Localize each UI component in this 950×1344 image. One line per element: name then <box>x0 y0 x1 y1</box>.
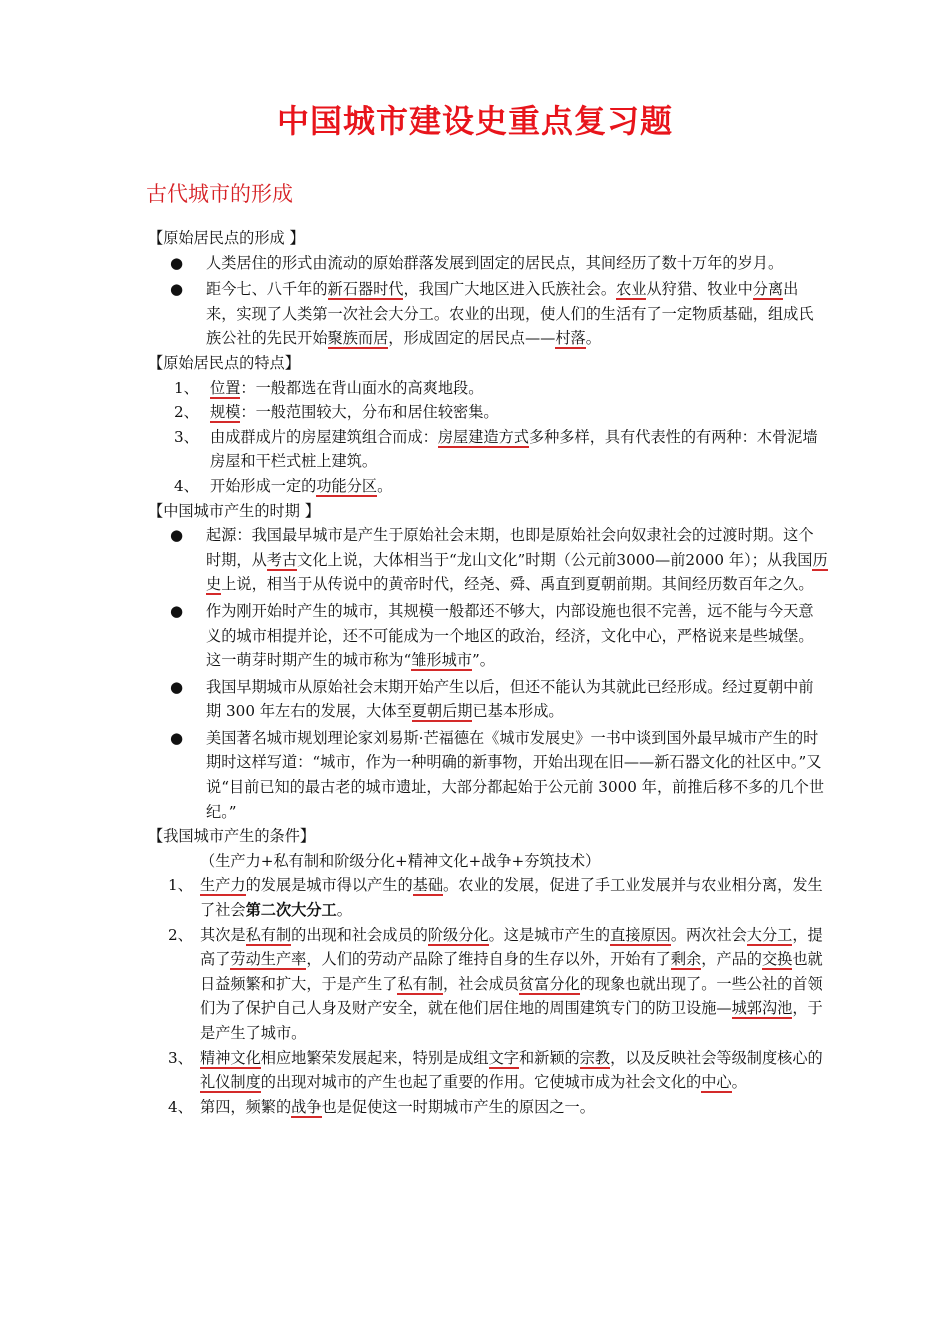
list-item: 2、 其次是私有制的出现和社会成员的阶级分化。这是城市产生的直接原因。两次社会大分工，提高了劳动生产率，人们的劳动产品除了维持自身的生存以外，开始有了剩余，产品的交换也就日益频繁和扩大，于是产生了私有制，社会成员贫富分化的现象也就出现了。一些公社的首领们为了保护自己人身及财产安全，就在他们居住地的周围建筑专门的防卫设施—城郭沟池，于是产生了城市。 <box>168 925 823 1042</box>
key-term: 中心 <box>701 1073 732 1092</box>
subheading-settlement-features: 【原始居民点的特点】 <box>148 353 300 372</box>
key-term: 功能分区 <box>316 476 378 495</box>
key-term: 规模 <box>210 403 241 422</box>
key-term: 大分工 <box>746 925 793 944</box>
key-term: 基础 <box>412 876 443 895</box>
key-term: 直接原因 <box>610 925 671 944</box>
key-term: 宗教 <box>579 1048 611 1067</box>
key-term: 剩余 <box>670 950 702 969</box>
list-item: 1、 生产力的发展是城市得以产生的基础。农业的发展，促进了手工业发展并与农业相分离，发生了社会第二次大分工。 <box>168 876 823 920</box>
list-item: 1、 位置：一般都选在背山面水的高爽地段。 <box>174 378 484 397</box>
key-term: 历史 <box>206 550 828 594</box>
key-term: 阶级分化 <box>427 925 489 944</box>
list-item: ● 作为刚开始时产生的城市，其规模一般都还不够大，内部设施也很不完善，远不能与今天意义的城市相提并论，还不可能成为一个地区的政治，经济，文化中心，严格说来是些城堡。这一萌芽时期产生的城市称为“雏形城市”。 <box>148 599 828 673</box>
key-term: 城郭沟池 <box>731 999 793 1018</box>
key-term: 交换 <box>761 950 793 969</box>
bullet-icon: ● <box>170 280 184 299</box>
bullet-icon: ● <box>170 601 184 620</box>
key-term: 考古 <box>266 550 298 569</box>
list-item: 3、 精神文化相应地繁荣发展起来，特别是成组文字和新颖的宗教，以及反映社会等级制度核心的礼仪制度的出现对城市的产生也起了重要的作用。它使城市成为社会文化的中心。 <box>168 1048 823 1092</box>
bullet-icon: ● <box>170 677 184 696</box>
subheading-city-origin-conditions: 【我国城市产生的条件】 <box>148 827 316 846</box>
key-term: 文字 <box>488 1048 519 1067</box>
bullet-icon: ● <box>170 253 184 272</box>
key-term: 精神文化 <box>200 1048 261 1067</box>
key-term: 雏形城市 <box>411 651 472 670</box>
key-term: 位置 <box>210 378 241 397</box>
key-term: 农业 <box>616 280 647 299</box>
list-item: ● 起源：我国最早城市是产生于原始社会末期，也即是原始社会向奴隶社会的过渡时期。这个时期，从考古文化上说，大体相当于“龙山文化”时期（公元前3000—前2000 年）；从我国历史上说，相当于从传说中的黄帝时代，经尧、舜、禹直到夏朝前期。其间经历数百年之久。 <box>148 523 828 597</box>
list-item: 4、 开始形成一定的功能分区。 <box>174 476 393 495</box>
bullet-icon: ● <box>170 526 184 545</box>
list-item: ● 人类居住的形式由流动的原始群落发展到固定的居民点，其间经历了数十万年的岁月。 <box>148 251 828 276</box>
list-item: 4、 第四，频繁的战争也是促使这一时期城市产生的原因之一。 <box>168 1097 595 1116</box>
bold-term: 第二次大分工 <box>245 901 337 920</box>
section-heading: 古代城市的形成 <box>146 182 293 206</box>
key-term: 劳动生产率 <box>230 950 307 969</box>
subheading-city-origin-period: 【中国城市产生的时期 】 <box>148 501 320 520</box>
list-item: 2、 规模：一般范围较大，分布和居住较密集。 <box>174 403 499 422</box>
key-term: 房屋建造方式 <box>437 427 529 446</box>
key-term: 聚族而居 <box>327 329 389 348</box>
key-term: 村落 <box>555 329 586 348</box>
list-item: ● 美国著名城市规划理论家刘易斯·芒福德在《城市发展史》一书中谈到国外最早城市产生的时期时这样写道：“城市，作为一种明确的新事物，开始出现在旧——新石器文化的社区中。”又说“目前已知的最古老的城市遗址，大部分都起始于公元前 3000 年，前推后移不多的几个世纪。” <box>148 726 828 824</box>
key-term: 贫富分化 <box>518 974 580 993</box>
list-item: ● 距今七、八千年的新石器时代，我国广大地区进入氏族社会。农业从狩猎、牧业中分离出来，实现了人类第一次社会大分工。农业的出现，使人们的生活有了一定物质基础，组成氏族公社的先民开始聚族而居，形成固定的居民点——村落。 <box>148 277 828 351</box>
bullet-icon: ● <box>170 728 184 747</box>
conditions-formula: （生产力+私有制和阶级分化+精神文化+战争+夯筑技术） <box>200 851 601 870</box>
key-term: 私有制 <box>397 974 443 993</box>
key-term: 分离 <box>752 280 784 299</box>
key-term: 战争 <box>291 1097 322 1116</box>
key-term: 私有制 <box>245 925 292 944</box>
document-body <box>148 226 828 1119</box>
list-item: ● 我国早期城市从原始社会末期开始产生以后，但还不能认为其就此已经形成。经过夏朝中前期 300 年左右的发展，大体至夏朝后期已基本形成。 <box>148 675 828 724</box>
page-title: 中国城市建设史重点复习题 <box>276 102 673 140</box>
list-item: 3、 由成群成片的房屋建筑组合而成：房屋建造方式多种多样，具有代表性的有两种：木骨泥墙房屋和干栏式桩上建筑。 <box>174 427 818 471</box>
key-term: 新石器时代 <box>327 280 404 299</box>
subheading-settlement-formation: 【原始居民点的形成 】 <box>148 229 305 247</box>
key-term: 夏朝后期 <box>411 702 473 721</box>
key-term: 生产力 <box>200 876 246 895</box>
key-term: 礼仪制度 <box>200 1073 261 1092</box>
